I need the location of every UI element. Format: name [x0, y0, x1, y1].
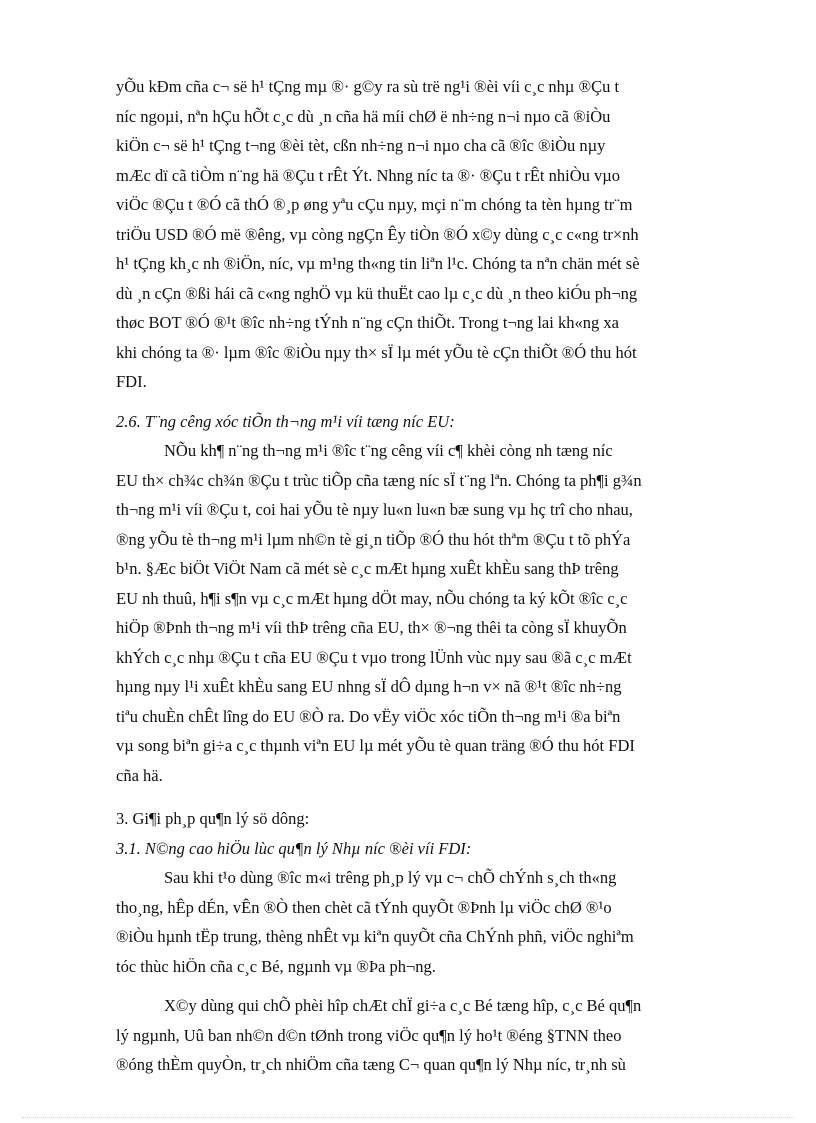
text-line: lý ngµnh, Uû ban nh©n d©n tØnh trong viÖc qu¶n lý ho¹t ®éng §TNN theo — [116, 1025, 622, 1045]
paragraph-infrastructure — [116, 72, 740, 397]
text-line: tho¸ng, hÊp dÉn, vÊn ®Ò then chèt cã tÝnh quyÕt ®Þnh lµ viÖc chØ ®¹o — [116, 897, 612, 917]
text-line: tiªu chuÈn chÊt lîng do EU ®Ò ra. Do vËy viÖc xóc tiÕn th¬ng m¹i ®a biªn — [116, 706, 621, 726]
page-bottom-divider — [22, 1117, 794, 1118]
text-line: níc ngoµi, nªn hÇu hÕt c¸c dù ¸n cña hä míi chØ ë nh÷ng n¬i nµo cã ®iÒu — [116, 106, 611, 126]
section-heading-3-1: 3.1. N©ng cao hiÖu lùc qu¶n lý Nhµ níc ®èi víi FDI: — [116, 838, 472, 858]
text-line: khÝch c¸c nhµ ®Çu t cña EU ®Çu t vµo trong lÜnh vùc nµy sau ®ã c¸c mÆt — [116, 647, 632, 667]
text-line: mÆc dï cã tiÒm n¨ng hä ®Çu t rÊt Ýt. Nhng níc ta ®· ®Çu t rÊt nhiÒu vµo — [116, 165, 621, 185]
text-line: thøc BOT ®Ó ®¹t ®îc nh÷ng tÝnh n¨ng cÇn thiÕt. Trong t¬ng lai kh«ng xa — [116, 313, 619, 332]
text-line: EU nh thuû, h¶i s¶n vµ c¸c mÆt hµng dÖt may, nÕu chóng ta ký kÕt ®îc c¸c — [116, 588, 628, 608]
paragraph-trade-promotion — [116, 436, 740, 790]
paragraph-coordination — [116, 991, 740, 1080]
text-line: ®óng thÈm quyÒn, tr¸ch nhiÖm cña tæng C¬ quan qu¶n lý Nhµ níc, tr¸nh sù — [116, 1055, 626, 1074]
text-line: triÖu USD ®Ó më ®êng, vµ còng ngÇn Êy tiÒn ®Ó x©y dùng c¸c c«ng tr×nh — [116, 224, 639, 244]
text-line: dù ¸n cÇn ®ßi hái cã c«ng nghÖ vµ kü thuËt cao lµ c¸c dù ¸n theo kiÓu ph¬ng — [116, 283, 638, 303]
text-line: yÕu kÐm cña c¬ së h¹ tÇng mµ ®· g©y ra sù trë ng¹i ®èi víi c¸c nhµ ®Çu t — [116, 77, 620, 96]
text-line: cña hä. — [116, 765, 163, 785]
text-line: viÖc ®Çu t ®Ó cã thÓ ®¸p øng yªu cÇu nµy, mçi n¨m chóng ta tèn hµng tr¨m — [116, 195, 633, 214]
text-line: ®ng yÕu tè th¬ng m¹i lµm nh©n tè gi¸n tiÕp ®Ó thu hót thªm ®Çu t tõ phÝa — [116, 529, 631, 549]
text-line: h¹ tÇng kh¸c nh ®iÖn, níc, vµ m¹ng th«ng tin liªn l¹c. Chóng ta nªn chän mét sè — [116, 254, 640, 273]
text-line: tóc thùc hiÖn cña c¸c Bé, ngµnh vµ ®Þa ph¬ng. — [116, 956, 436, 976]
text-line: X©y dùng qui chÕ phèi hîp chÆt chÏ gi÷a c¸c Bé tæng hîp, c¸c Bé qu¶n — [164, 996, 642, 1015]
text-line: FDI. — [116, 372, 147, 391]
text-line: kiÖn c¬ së h¹ tÇng t¬ng ®èi tèt, cßn nh÷ng n¬i nµo cha cã ®îc ®iÒu nµy — [116, 136, 606, 155]
section-heading-3: 3. Gi¶i ph¸p qu¶n lý sö dông: — [116, 809, 310, 828]
text-line: vµ song biªn gi÷a c¸c thµnh viªn EU lµ mét yÕu tè quan träng ®Ó thu hót FDI — [116, 736, 635, 755]
text-line: b¹n. §Æc biÖt ViÖt Nam cã mét sè c¸c mÆt hµng xuÊt khÈu sang thÞ trêng — [116, 559, 619, 578]
text-line: hµng nµy l¹i xuÊt khÈu sang EU nhng sÏ dÔ dµng h¬n v× nã ®¹t ®îc nh÷ng — [116, 677, 622, 696]
text-line: hiÖp ®Þnh th¬ng m¹i víi thÞ trêng cña EU, th× ®¬ng thêi ta còng sÏ khuyÕn — [116, 618, 627, 637]
paragraph-state-management — [116, 863, 740, 981]
text-line: ®iÒu hµnh tËp trung, thèng nhÊt vµ kiªn quyÕt cña ChÝnh phñ, viÖc nghiªm — [116, 927, 634, 946]
section-heading-2-6: 2.6. T¨ng cêng xóc tiÕn th¬ng m¹i víi tæng níc EU: — [116, 411, 455, 431]
text-line: th¬ng m¹i víi ®Çu t, coi hai yÕu tè nµy lu«n lu«n bæ sung vµ hç trî cho nhau, — [116, 500, 633, 519]
document-page — [116, 72, 740, 1080]
text-line: Sau khi t¹o dùng ®îc m«i trêng ph¸p lý vµ c¬ chÕ chÝnh s¸ch th«ng — [164, 868, 617, 887]
text-line: NÕu kh¶ n¨ng th¬ng m¹i ®îc t¨ng cêng víi c¶ khèi còng nh tæng níc — [164, 441, 613, 460]
text-line: EU th× ch¾c ch¾n ®Çu t trùc tiÕp cña tæng níc sÏ t¨ng lªn. Chóng ta ph¶i g¾n — [116, 470, 642, 490]
text-line: khi chóng ta ®· lµm ®îc ®iÒu nµy th× sÏ lµ mét yÕu tè cÇn thiÕt ®Ó thu hót — [116, 342, 637, 362]
